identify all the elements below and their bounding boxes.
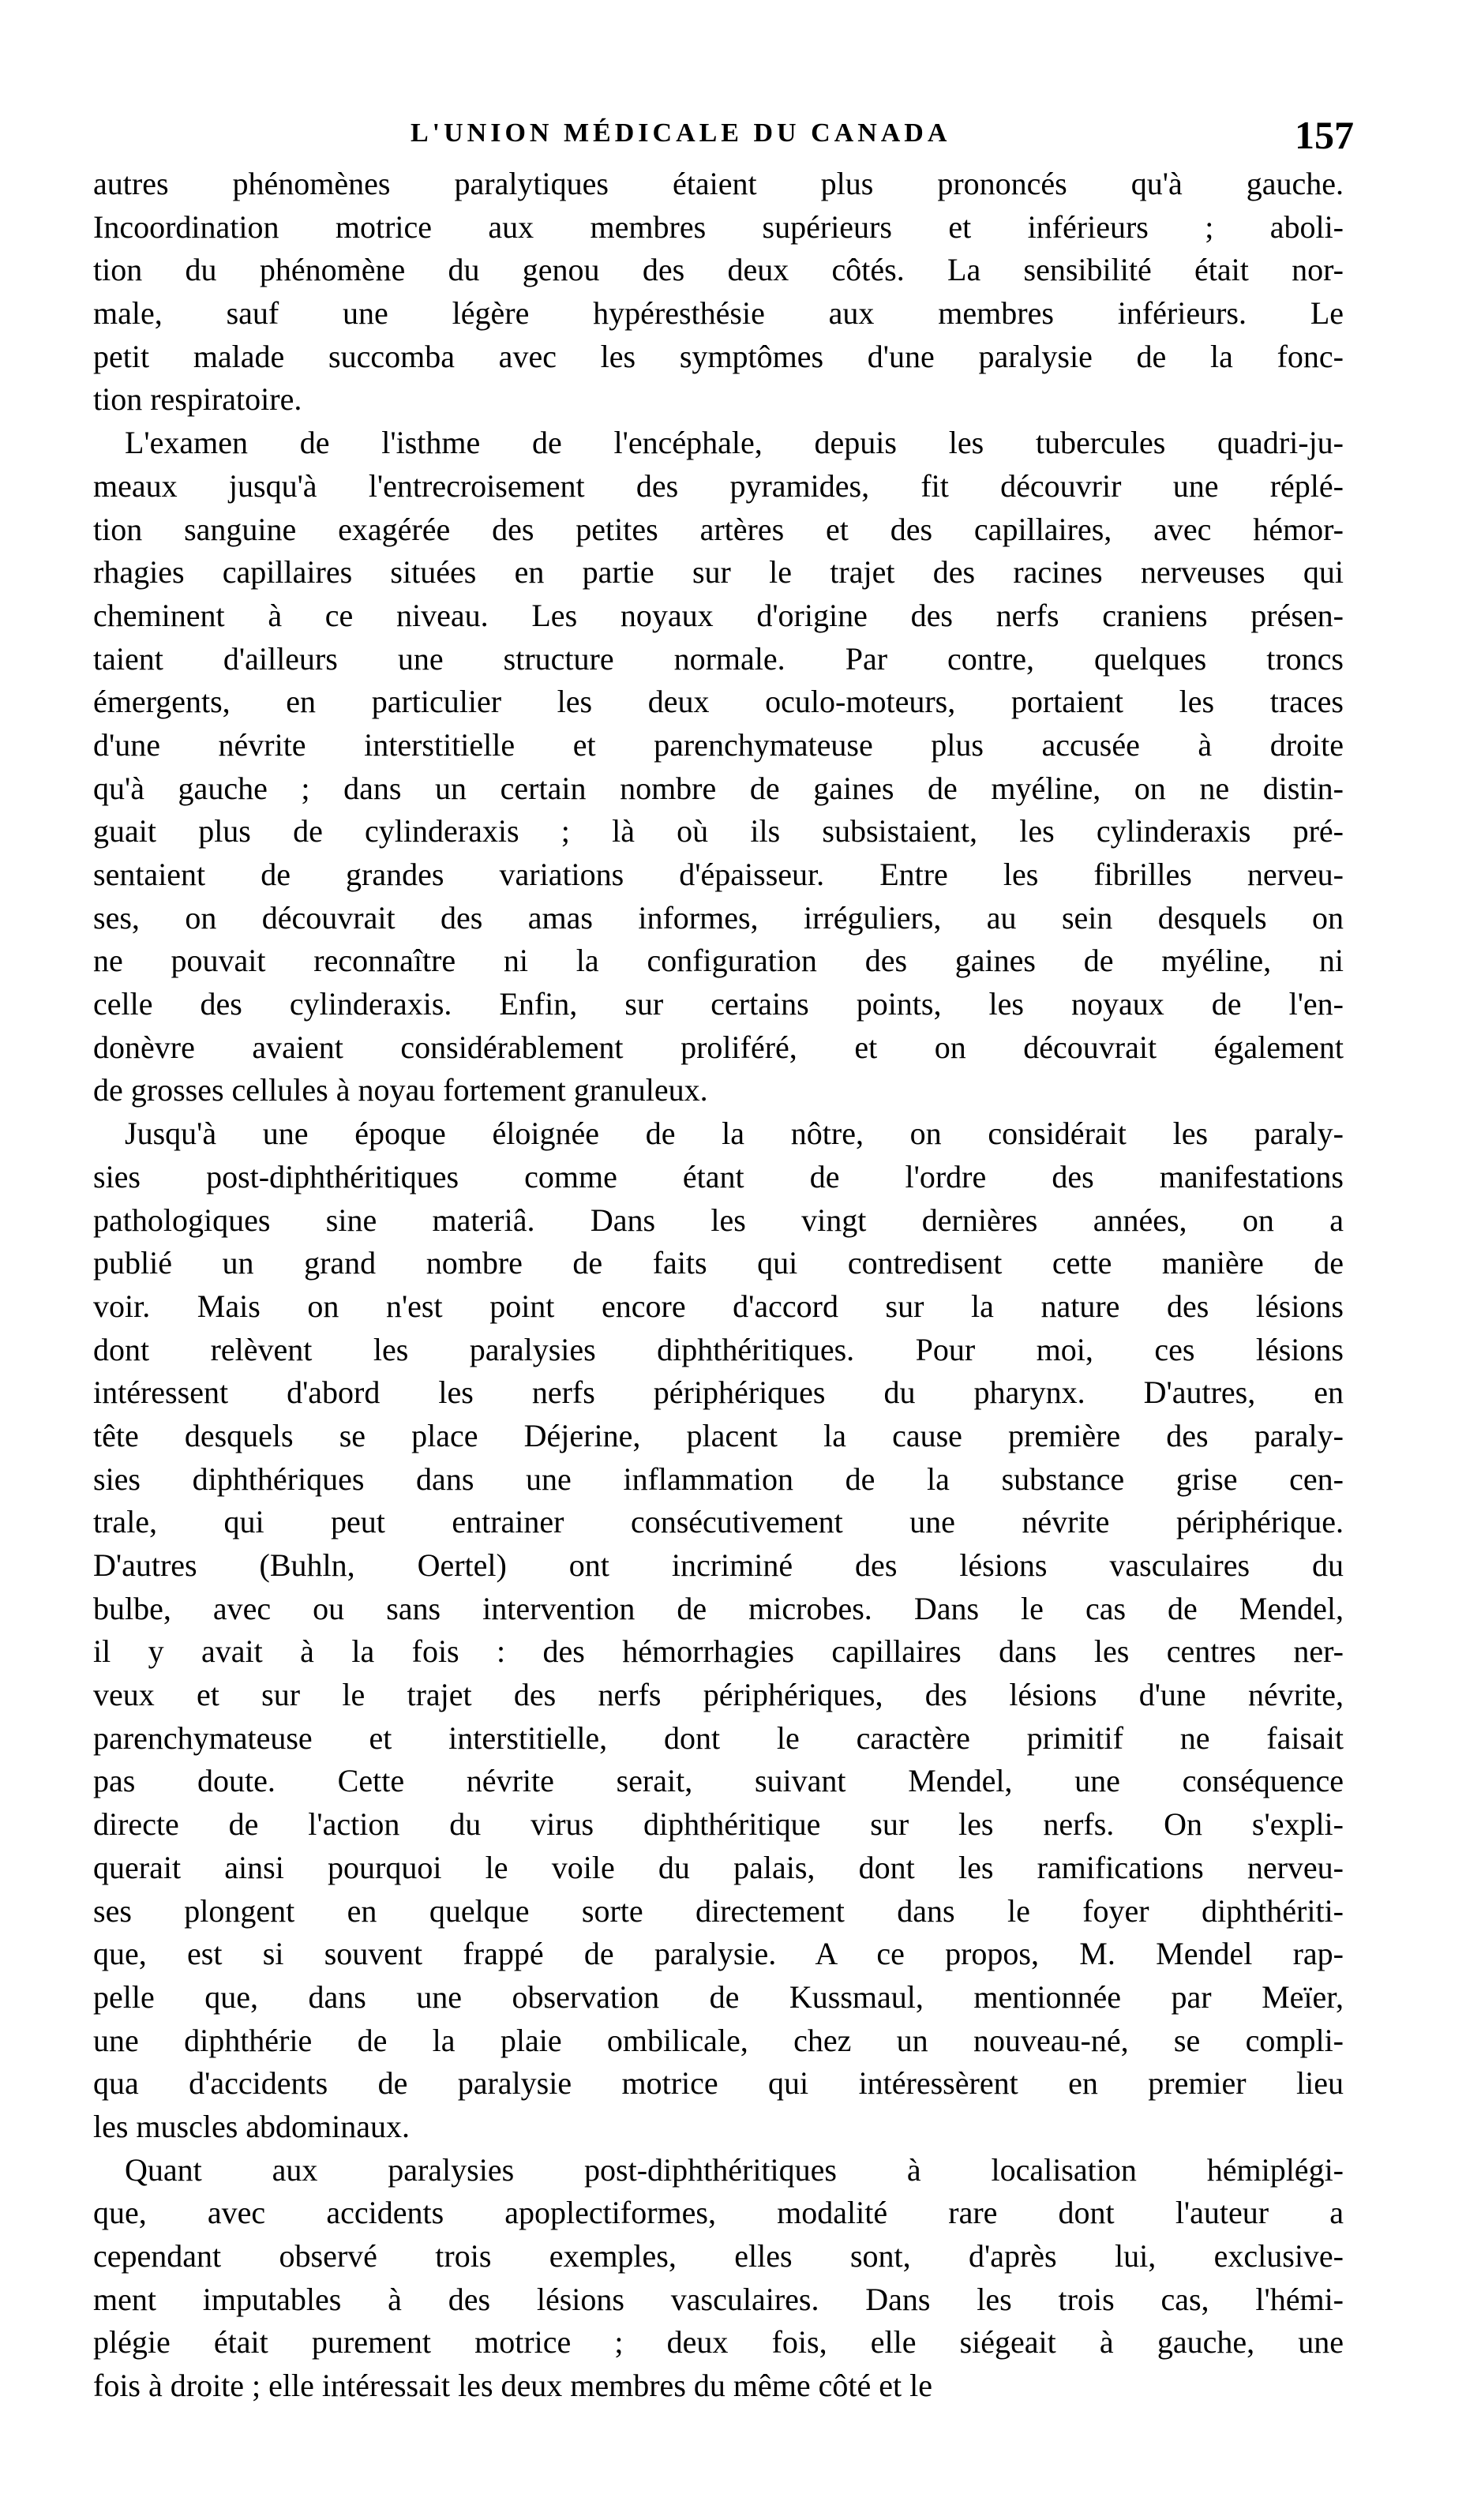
text-line: Jusqu'à une époque éloignée de la nôtre, on considérait les paraly- bbox=[125, 1116, 1344, 1152]
text-line: dont relèvent les paralysies diphthéritiques. Pour moi, ces lésions bbox=[93, 1331, 1344, 1367]
text-line: Incoordination motrice aux membres supérieurs et inférieurs ; aboli- bbox=[93, 208, 1344, 245]
text-line: donèvre avaient considérablement proliféré, et on découvrait également bbox=[93, 1029, 1344, 1065]
text-line: ses plongent en quelque sorte directement dans le foyer diphthériti- bbox=[93, 1892, 1344, 1929]
text-line: pas doute. Cette névrite serait, suivant Mendel, une conséquence bbox=[93, 1763, 1344, 1799]
text-line: petit malade succomba avec les symptômes d'une paralysie de la fonc- bbox=[93, 338, 1344, 374]
text-line: ment imputables à des lésions vasculaires. Dans les trois cas, l'hémi- bbox=[93, 2281, 1344, 2317]
text-line: de grosses cellules à noyau fortement granuleux. bbox=[93, 1072, 708, 1108]
text-line: taient d'ailleurs une structure normale. Par contre, quelques troncs bbox=[93, 640, 1344, 677]
text-line: voir. Mais on n'est point encore d'accord sur la nature des lésions bbox=[93, 1288, 1344, 1324]
text-line: querait ainsi pourquoi le voile du palais, dont les ramifications nerveu- bbox=[93, 1849, 1344, 1885]
text-line: il y avait à la fois : des hémorrhagies capillaires dans les centres ner- bbox=[93, 1633, 1344, 1670]
text-line: sies post-diphthéritiques comme étant de l'ordre des manifestations bbox=[93, 1158, 1344, 1194]
text-line: veux et sur le trajet des nerfs périphériques, des lésions d'une névrite, bbox=[93, 1677, 1344, 1713]
text-line: les muscles abdominaux. bbox=[93, 2108, 411, 2144]
text-line: intéressent d'abord les nerfs périphériques du pharynx. D'autres, en bbox=[93, 1374, 1344, 1411]
text-line: tion respiratoire. bbox=[93, 381, 302, 418]
text-line: meaux jusqu'à l'entrecroisement des pyramides, fit découvrir une réplé- bbox=[93, 467, 1344, 504]
text-line: fois à droite ; elle intéressait les deux membres du même côté et le bbox=[93, 2368, 932, 2404]
text-line: parenchymateuse et interstitielle, dont le caractère primitif ne faisait bbox=[93, 1719, 1344, 1756]
text-line: bulbe, avec ou sans intervention de microbes. Dans le cas de Mendel, bbox=[93, 1590, 1344, 1626]
text-line: celle des cylinderaxis. Enfin, sur certains points, les noyaux de l'en- bbox=[93, 986, 1344, 1022]
text-line: sies diphthériques dans une inflammation de la substance grise cen- bbox=[93, 1461, 1344, 1497]
text-line: D'autres (Buhln, Oertel) ont incriminé des lésions vasculaires du bbox=[93, 1547, 1344, 1583]
text-line: Quant aux paralysies post-diphthéritiques à localisation hémiplégi- bbox=[125, 2151, 1344, 2188]
text-line: autres phénomènes paralytiques étaient plus prononcés qu'à gauche. bbox=[93, 166, 1344, 201]
text-line: sentaient de grandes variations d'épaisseur. Entre les fibrilles nerveu- bbox=[93, 857, 1344, 892]
running-header bbox=[0, 112, 1466, 159]
text-line: guait plus de cylinderaxis ; là où ils subsistaient, les cylinderaxis pré- bbox=[93, 813, 1344, 849]
text-line: plégie était purement motrice ; deux fois, elle siégeait à gauche, une bbox=[93, 2324, 1344, 2361]
text-line: une diphthérie de la plaie ombilicale, chez un nouveau-né, se compli- bbox=[93, 2022, 1344, 2058]
text-line: cheminent à ce niveau. Les noyaux d'origine des nerfs craniens présen- bbox=[93, 597, 1344, 633]
text-line: tête desquels se place Déjerine, placent la cause première des paraly- bbox=[93, 1417, 1344, 1453]
text-line: qu'à gauche ; dans un certain nombre de gaines de myéline, on ne distin- bbox=[93, 770, 1344, 806]
text-line: trale, qui peut entrainer consécutivement une névrite périphérique. bbox=[93, 1504, 1344, 1540]
text-line: émergents, en particulier les deux oculo-moteurs, portaient les traces bbox=[93, 684, 1344, 720]
text-line: publié un grand nombre de faits qui contredisent cette manière de bbox=[93, 1245, 1344, 1281]
text-line: directe de l'action du virus diphthéritique sur les nerfs. On s'expli- bbox=[93, 1806, 1344, 1843]
text-line: que, est si souvent frappé de paralysie. A ce propos, M. Mendel rap- bbox=[93, 1936, 1344, 1972]
text-line: que, avec accidents apoplectiformes, modalité rare dont l'auteur a bbox=[93, 2195, 1344, 2231]
text-line: male, sauf une légère hypéresthésie aux membres inférieurs. Le bbox=[93, 295, 1344, 332]
page-number: 157 bbox=[1295, 113, 1354, 157]
text-line: pathologiques sine materiâ. Dans les vingt dernières années, on a bbox=[93, 1202, 1344, 1238]
body-text bbox=[93, 163, 1344, 2492]
text-line: ses, on découvrait des amas informes, irréguliers, au sein desquels on bbox=[93, 899, 1344, 936]
text-line: qua d'accidents de paralysie motrice qui intéressèrent en premier lieu bbox=[93, 2065, 1344, 2102]
text-line: cependant observé trois exemples, elles sont, d'après lui, exclusive- bbox=[93, 2238, 1344, 2274]
text-line: pelle que, dans une observation de Kussmaul, mentionnée par Meïer, bbox=[93, 1978, 1344, 2015]
text-line: ne pouvait reconnaître ni la configuration des gaines de myéline, ni bbox=[93, 943, 1344, 979]
text-line: tion sanguine exagérée des petites artères et des capillaires, avec hémor- bbox=[93, 511, 1344, 547]
text-line: d'une névrite interstitielle et parenchymateuse plus accusée à droite bbox=[93, 726, 1344, 763]
text-line: rhagies capillaires situées en partie sur le trajet des racines nerveuses qui bbox=[93, 554, 1344, 591]
text-line: tion du phénomène du genou des deux côtés. La sensibilité était nor- bbox=[93, 252, 1344, 288]
running-title: L'UNION MÉDICALE DU CANADA bbox=[411, 118, 951, 148]
text-line: L'examen de l'isthme de l'encéphale, depuis les tubercules quadri-ju- bbox=[125, 425, 1344, 461]
